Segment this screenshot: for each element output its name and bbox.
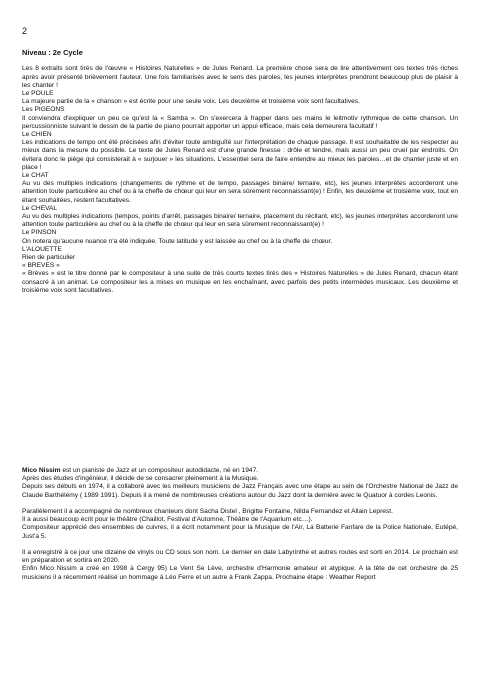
piece-note-pigeons: Il conviendra d'expliquer un peu ce qu'est la « Samba ». On s'exercera à frapper dans ses mains le leitmotiv rythmique de cette chanson. Un percussionniste suivant le dessin de la partie de piano pourrait apporter un appui efficace, mais cela demeurera facultatif ! [22,114,458,130]
intro-paragraph: Les 8 extraits sont tirés de l'œuvre « Histoires Naturelles » de Jules Renard. La première chose sera de lire attentivement ces textes très riches après avoir présenté brièvement l'auteur. Une fois familiarisés avec le sens des paroles, les jeunes interprètes prendront beaucoup plus de plaisir à les chanter ! [22,65,458,89]
bio-career: Depuis ses débuts en 1974, il a collaboré avec les meilleurs musiciens de Jazz Français avec une étape au sein de l'Orchestre National de Jazz de Claude Barthélémy ( 1989 1991). Depuis il a mené de nombreuses créations autour du Jazz dont la dernière avec le Quatuor à cordes Leonis. [22,483,458,499]
piece-title-alouette: L'ALOUETTE [22,245,62,253]
piece-title-breves: « BREVES » [22,262,60,270]
piece-note-cheval: Au vu des multiples indications (tempos, points d'arrêt, passages binaire/ ternaire, placement du récitant, etc), les jeunes interprètes accorderont une attention toute particulière au chef ou à la cheffe de chœur qui leur en sera sûrement reconnaissant(e) ! [22,213,458,229]
bio-intro [22,467,458,475]
piece-title-pigeons: Les PIGEONS [22,106,65,114]
composer-name: Mico Nissim [22,467,61,474]
piece-title-cheval: Le CHEVAL [22,204,58,212]
bio-studies: Après des études d'ingénieur, il décide de se consacrer pleinement à la Musique. [22,475,259,483]
bio-theatre: Il a aussi beaucoup écrit pour le théâtre (Chaillot, Festival d'Automne, Théâtre de l'Aquarium etc…). [22,516,313,524]
level-heading: Niveau : 2e Cycle [22,48,83,57]
page-number: 2 [22,26,28,36]
piece-note-poule: La majeure partie de la « chanson » est écrite pour une seule voix. Les deuxième et troisième voix sont facultatives. [22,98,360,106]
bio-intro-text: est un pianiste de Jazz et un compositeur autodidacte, né en 1947. [60,467,259,474]
biography-section [22,467,458,582]
piece-note-chat: Au vu des multiples indications (changements de rythme et de tempo, passages binaire/ ternaire, etc), les jeunes interprètes accorderont une attention toute particulière au chef ou à la cheffe de chœur qui leur en sera sûrement reconnaissant(e) ! Enfin, les deuxième et troisième voix, tout en étant souhaitées, restent facultatives. [22,180,458,204]
piece-note-alouette: Rien de particulier [22,254,76,262]
bio-orchestra: Enfin Mico Nissim a créé en 1998 à Cergy 95) Le Vent Se Lève, orchestre d'Harmonie amateur et atypique. A la tête de cet orchestre de 25 musiciens il a récemment réalisé un hommage à Léo Ferre et un autre à Frank Zappa. Prochaine étape : Weather Report [22,565,458,581]
piece-note-breves: « Brèves » est le titre donné par le compositeur à une suite de très courts textes tirés des « Histoires Naturelles » de Jules Renard, chacun étant consacré à un animal. Le compositeur les a mises en musique en les enchaînant, avec parfois des petits intermèdes musicaux. Les deuxième et troisième voix sont facultatives. [22,270,458,294]
bio-recordings: Il a enregistré à ce jour une dizaine de vinyls ou CD sous son nom. Le dernier en date Labyrinthe et autres routes est sorti en 2014. Le prochain est en préparation et sortira en 2020. [22,549,458,565]
piece-title-pinson: Le PINSON [22,229,57,237]
piece-title-chat: Le CHAT [22,172,49,180]
piece-note-chien: Les indications de tempo ont été précisées afin d'éviter toute ambiguïté sur l'interprétation de chaque passage. Il est souhaitable de les respecter au mieux dans la mesure du possible. Le texte de Jules Renard est d'une grande finesse : drôle et tendre, mais aussi un peu cruel par endroits. On évitera donc le piège qui consisterait à « surjouer » les situations. L'essentiel sera de faire entendre au mieux les paroles…et de chanter juste et en place ! [22,139,458,171]
piece-note-pinson: On notera qu'aucune nuance n'a été indiquée. Toute latitude y est laissée au chef ou à la cheffe de chœur. [22,237,333,245]
bio-singers: Parallèlement il a accompagné de nombreux chanteurs dont Sacha Distel , Brigitte Fontaine, Nilda Fernandez et Allain Leprest. [22,508,393,515]
piece-title-chien: Le CHIEN [22,131,52,139]
level-section [22,49,458,295]
piece-title-poule: Le POULE [22,90,54,97]
bio-brass: Compositeur apprécié des ensembles de cuivres, il a écrit notamment pour la Musique de l'Air, La Batterie Fanfare de la Police Nationale, Eutépé, Just'a 5. [22,524,458,540]
